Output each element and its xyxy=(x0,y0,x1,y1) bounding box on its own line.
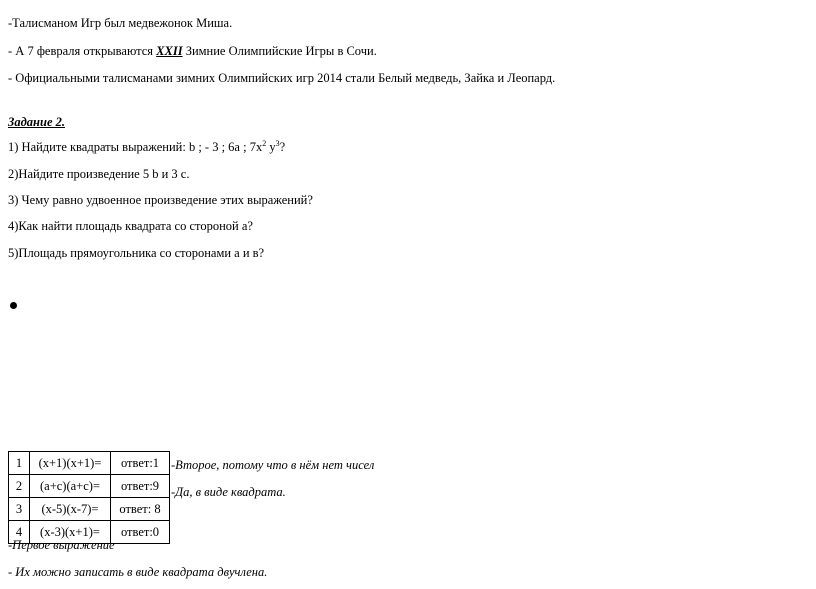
bottom-note-binomial: - Их можно записать в виде квадрата двучлена. xyxy=(8,565,268,579)
question-1-exponent-3: 3 xyxy=(275,139,280,148)
row-expression: (x+1)(x+1)= xyxy=(30,452,111,475)
row-number: 4 xyxy=(9,521,30,544)
roman-numeral: XXII xyxy=(156,44,183,58)
intro-line-games-prefix: - А 7 февраля открываются xyxy=(8,44,157,58)
intro-line-games-suffix: Зимние Олимпийские Игры в Сочи. xyxy=(182,44,377,58)
intro-line-mascots-2014: - Официальными талисманами зимних Олимпийских игр 2014 стали Белый медведь, Зайка и Леопард. xyxy=(8,71,556,85)
side-note-second: -Второе, потому что в нём нет чисел xyxy=(171,458,375,472)
question-1-end: ? xyxy=(279,140,286,154)
row-number: 1 xyxy=(9,452,30,475)
answers-table xyxy=(8,451,170,544)
row-expression: (x-3)(x+1)= xyxy=(30,521,111,544)
row-expression: (a+c)(a+c)= xyxy=(30,475,111,498)
question-1-y: y xyxy=(266,140,276,154)
question-4: 4)Как найти площадь квадрата со стороной а? xyxy=(8,219,253,233)
table-row xyxy=(9,452,170,475)
table-row xyxy=(9,475,170,498)
question-3: 3) Чему равно удвоенное произведение этих выражений? xyxy=(8,193,313,207)
intro-line-mascot: -Талисманом Игр был медвежонок Миша. xyxy=(8,16,233,30)
task-heading: Задание 2. xyxy=(8,115,66,129)
table-row xyxy=(9,498,170,521)
row-number: 3 xyxy=(9,498,30,521)
question-1-exponent-2: 2 xyxy=(262,139,267,148)
question-1-text: 1) Найдите квадраты выражений: b ; - 3 ; 6a ; 7x xyxy=(8,140,263,154)
side-note-square: -Да, в виде квадрата. xyxy=(171,485,286,499)
intro-line-games xyxy=(8,44,377,59)
row-number: 2 xyxy=(9,475,30,498)
row-expression: (x-5)(x-7)= xyxy=(30,498,111,521)
question-1 xyxy=(8,140,285,155)
row-answer: ответ: 8 xyxy=(111,498,170,521)
row-answer: ответ:9 xyxy=(111,475,170,498)
bullet-point xyxy=(10,302,17,309)
row-answer: ответ:1 xyxy=(111,452,170,475)
row-answer: ответ:0 xyxy=(111,521,170,544)
question-2: 2)Найдите произведение 5 b и 3 c. xyxy=(8,167,190,181)
question-5: 5)Площадь прямоугольника со сторонами а и в? xyxy=(8,246,265,260)
bottom-note-first: -Первое выражение xyxy=(8,538,115,552)
